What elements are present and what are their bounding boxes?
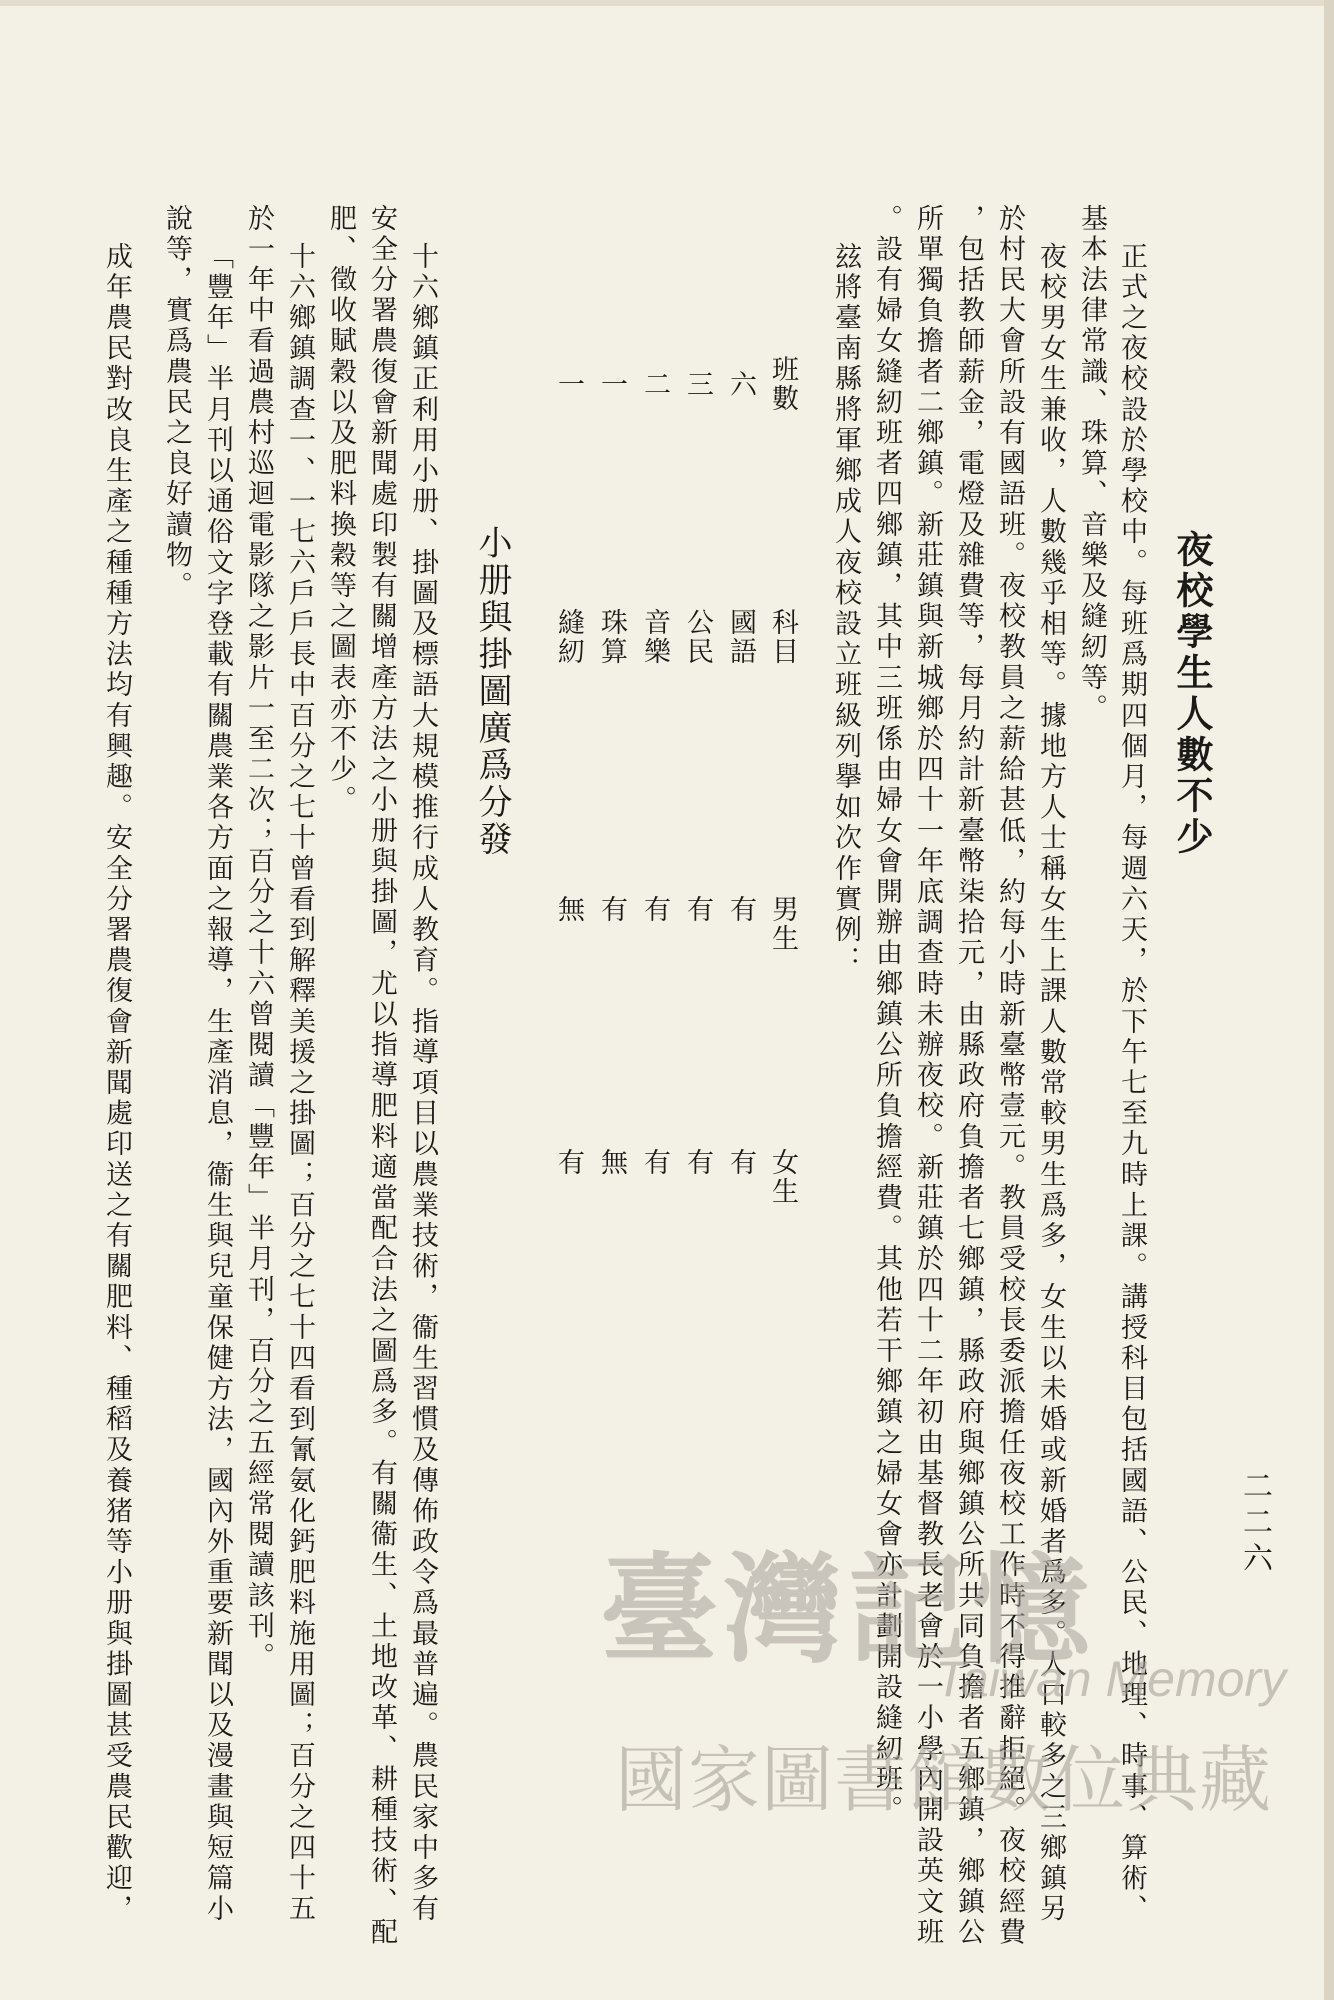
table-cell-subject: 音樂 [639,608,670,666]
paragraph-line: 說等，實爲農民之良好讀物。 [161,204,192,602]
section-title-booklets: 小册與掛圖廣爲分發 [472,525,512,858]
paragraph-line: 十六鄉鎮調查一、一七六戶戶長中百分之七十曾看到解釋美援之掛圖；百分之七十四看到氰氨化鈣肥料施用圖；百分之四十五 [284,242,315,1925]
table-cell-female: 有 [725,1148,756,1177]
paragraph-line: 正式之夜校設於學校中。每班爲期四個月，每週六天，於下午七至九時上課。講授科目包括國語、公民、地理、時事、算術、 [1116,242,1147,1925]
paragraph-line: 於一年中看過農村巡迴電影隊之影片一至二次；百分之十六曾閱讀「豐年」半月刊，百分之五經常閱讀該刊。 [243,204,274,1673]
table-cell-male: 無 [553,895,584,924]
paragraph-line: 夜校男女生兼收，人數幾乎相等。據地方人士稱女生上課人數常較男生爲多，女生以未婚或新婚者爲多。人口較多之三鄉鎮另 [1035,242,1066,1925]
watermark-logo: 臺灣記憶 [600,1540,1097,1679]
table-header-female: 女生 [767,1148,798,1206]
table-cell-male: 有 [639,895,670,924]
table-cell-subject: 珠算 [596,608,627,666]
paragraph-line: 成年農民對改良生產之種種方法均有興趣。安全分署農復會新聞處印送之有關肥料、種稻及養猪等小册與掛圖甚受農民歡迎， [101,242,132,1925]
table-cell-classes: 一 [596,370,627,399]
table-cell-subject: 國語 [725,608,756,666]
table-cell-male: 有 [682,895,713,924]
paragraph-line: ，包括教師薪金，電燈及雜費等，每月約計新臺幣柒拾元，由縣政府負擔者七鄉鎮，縣政府與鄉鎮公所共同負擔者五鄉鎮，鄉鎮公 [953,204,984,1949]
section-title-night-school: 夜校學生人數不少 [1170,530,1214,858]
table-cell-female: 有 [553,1148,584,1177]
paragraph-line: 肥、徵收賦穀以及肥料換穀等之圖表亦不少。 [325,204,356,816]
table-cell-female: 有 [682,1148,713,1177]
table-cell-male: 有 [596,895,627,924]
table-cell-female: 有 [639,1148,670,1177]
paragraph-line: 所單獨負擔者二鄉鎮。新莊鎮與新城鄉於四十一年底調查時未辦夜校。新莊鎮於四十二年初由基督教長老會於一小學內開設英文班 [912,204,943,1949]
paragraph-line: 十六鄉鎮正利用小册、掛圖及標語大規模推行成人教育。指導項目以農業技術，衞生習慣及傳佈政令爲最普遍。農民家中多有 [407,242,438,1925]
table-cell-classes: 六 [725,370,756,399]
table-cell-female: 無 [596,1148,627,1177]
table-header-classes: 班數 [767,355,798,413]
paragraph-line: 安全分署農復會新聞處印製有關增產方法之小册與掛圖，尤以指導肥料適當配合法之圖爲多。有關衞生、土地改革、耕種技術、配 [366,204,397,1949]
table-cell-subject: 縫紉 [553,608,584,666]
table-cell-classes: 三 [682,370,713,399]
paragraph-line: 玆將臺南縣將軍鄉成人夜校設立班級列擧如次作實例： [830,242,861,977]
page-number: 二二六 [1237,1470,1272,1578]
table-cell-male: 有 [725,895,756,924]
paragraph-line: 「豐年」半月刊以通俗文字登載有關農業各方面之報導，生產消息，衞生與兒童保健方法，國內外重要新聞以及漫畫與短篇小 [202,242,233,1925]
page-right-edge [1324,0,1334,2000]
table-header-subject: 科目 [767,608,798,666]
paragraph-line: 於村民大會所設有國語班。夜校教員之薪給甚低，約每小時新臺幣壹元。教員受校長委派擔任夜校工作時不得推辭拒絕。夜校經費 [994,204,1025,1949]
table-header-male: 男生 [767,895,798,953]
table-cell-classes: 一 [553,370,584,399]
table-cell-subject: 公民 [682,608,713,666]
paragraph-line: 。設有婦女縫紉班者四鄉鎮，其中三班係由婦女會開辦由鄉鎮公所負擔經費。其他若干鄉鎮之婦女會亦計劃開設縫紉班。 [871,204,902,1826]
table-cell-classes: 二 [639,370,670,399]
watermark-english: Taiwan Memory [935,1651,1287,1707]
watermark-library-name: 國家圖書館數位典藏 [615,1738,1273,1822]
page-top-edge [0,0,1334,6]
paragraph-line: 基本法律常識、珠算、音樂及縫紉等。 [1076,204,1107,725]
